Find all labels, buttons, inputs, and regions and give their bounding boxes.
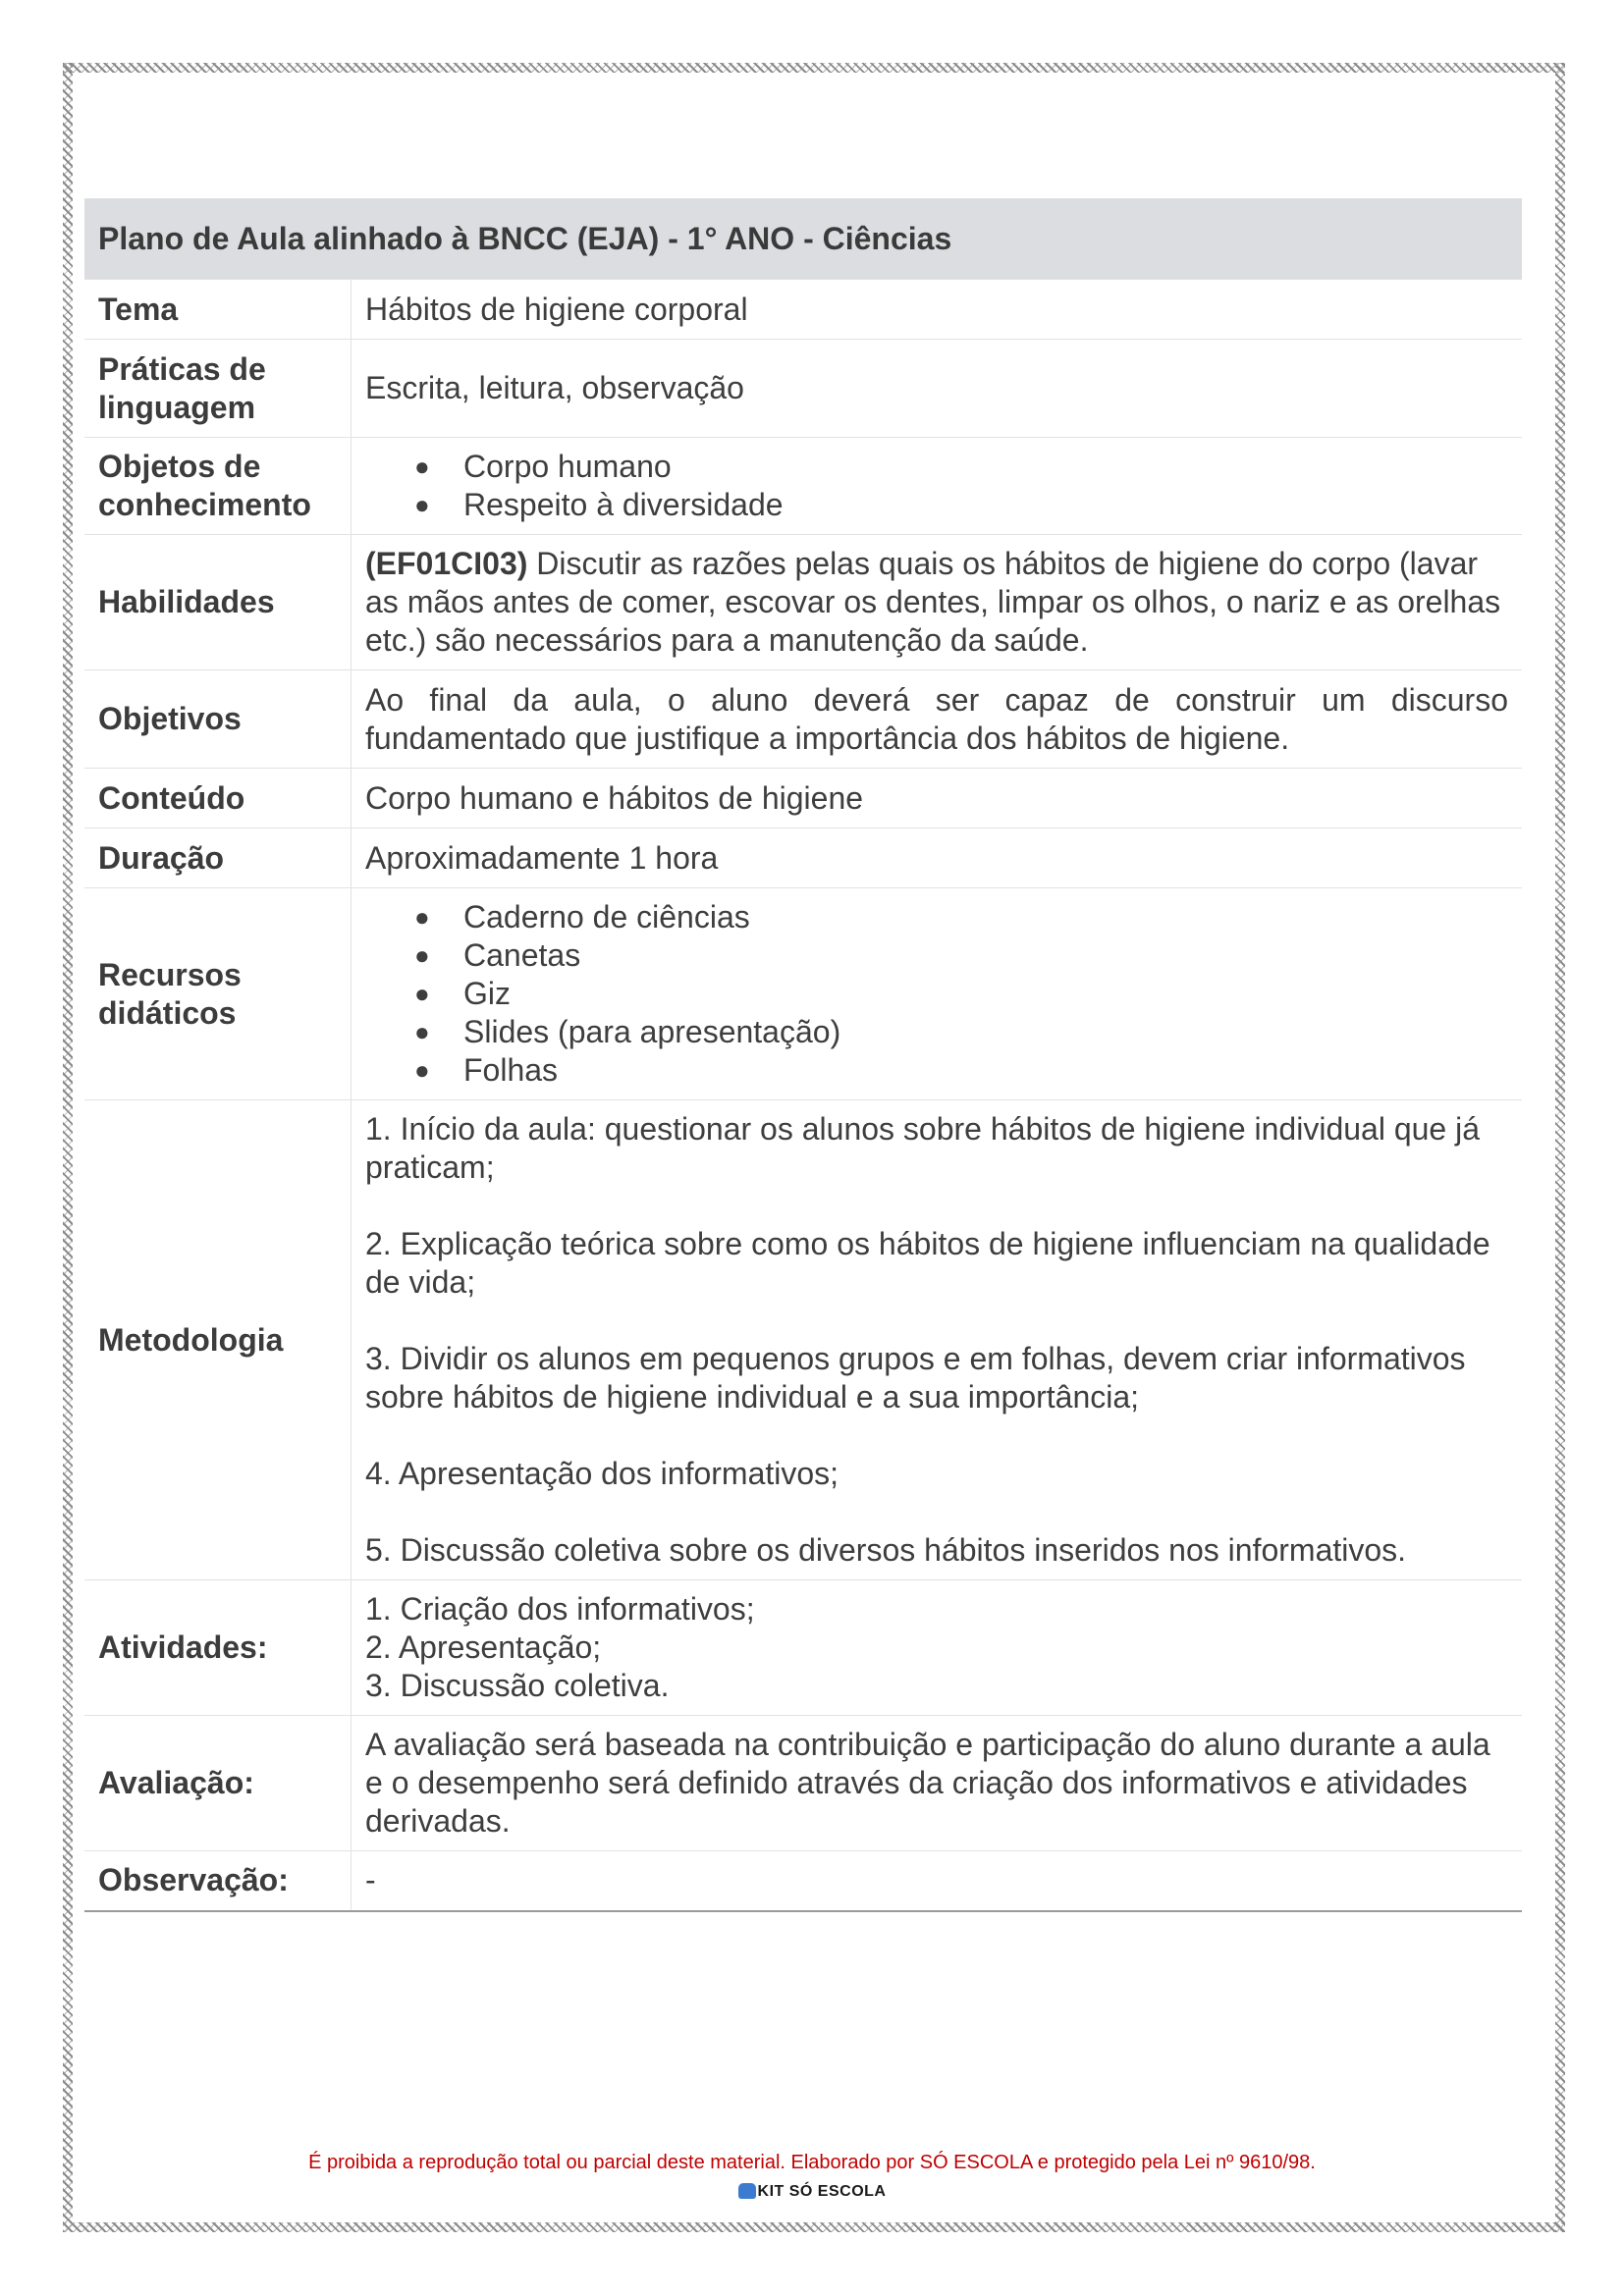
- logo-text: KIT SÓ ESCOLA: [757, 2183, 887, 2200]
- table-row: [84, 340, 1522, 438]
- row-label-avaliacao: Avaliação:: [84, 1716, 352, 1851]
- list-item: ● Caderno de ciências: [463, 898, 1508, 936]
- row-label-objetos: Objetos de conhecimento: [84, 438, 352, 535]
- table-row: [84, 280, 1522, 340]
- row-label-observacao: Observação:: [84, 1851, 352, 1911]
- row-value-conteudo: Corpo humano e hábitos de higiene: [352, 769, 1523, 828]
- methodology-step: 2. Explicação teórica sobre como os hábitos de higiene influenciam na qualidade de vida;: [365, 1226, 1490, 1300]
- methodology-step: 3. Dividir os alunos em pequenos grupos e em folhas, devem criar informativos sobre hábitos de higiene individual e a sua importância;: [365, 1341, 1466, 1415]
- table-row: [84, 438, 1522, 535]
- row-label-tema: Tema: [84, 280, 352, 340]
- row-value-metodologia: [352, 1100, 1523, 1580]
- list-item: ● Slides (para apresentação): [463, 1013, 1508, 1051]
- row-value-objetivos: Ao final da aula, o aluno deverá ser capaz de construir um discurso fundamentado que justifique a importância dos hábitos de higiene.: [352, 670, 1523, 769]
- list-item: ● Respeito à diversidade: [463, 486, 1508, 524]
- copyright-notice: É proibida a reprodução total ou parcial deste material. Elaborado por SÓ ESCOLA e protegido pela Lei nº 9610/98.: [308, 2152, 1316, 2173]
- activity-item: 3. Discussão coletiva.: [365, 1668, 670, 1703]
- table-row: [84, 1851, 1522, 1911]
- row-label-recursos: Recursos didáticos: [84, 888, 352, 1100]
- table-row: [84, 1716, 1522, 1851]
- row-value-duracao: Aproximadamente 1 hora: [352, 828, 1523, 888]
- table-row: [84, 828, 1522, 888]
- methodology-step: 4. Apresentação dos informativos;: [365, 1456, 839, 1491]
- table-row: [84, 535, 1522, 670]
- lesson-plan-table: [84, 198, 1522, 1912]
- list-item: ● Folhas: [463, 1051, 1508, 1090]
- table-header-row: [84, 198, 1522, 280]
- row-label-praticas: Práticas de linguagem: [84, 340, 352, 438]
- list-item: ● Giz: [463, 975, 1508, 1013]
- list-item: ● Canetas: [463, 936, 1508, 975]
- border-top: [63, 63, 1565, 73]
- kit-so-escola-logo: [0, 2183, 1624, 2201]
- row-value-praticas: Escrita, leitura, observação: [352, 340, 1523, 438]
- row-label-duracao: Duração: [84, 828, 352, 888]
- table-row: [84, 1580, 1522, 1716]
- border-left: [63, 63, 73, 2232]
- activity-item: 2. Apresentação;: [365, 1629, 602, 1665]
- table-row: [84, 670, 1522, 769]
- row-value-habilidades: [352, 535, 1523, 670]
- methodology-step: 1. Início da aula: questionar os alunos sobre hábitos de higiene individual que já praticam;: [365, 1111, 1481, 1185]
- row-label-metodologia: Metodologia: [84, 1100, 352, 1580]
- row-value-objetos: [352, 438, 1523, 535]
- table-title: Plano de Aula alinhado à BNCC (EJA) - 1° ANO - Ciências: [84, 198, 1522, 280]
- row-value-recursos: [352, 888, 1523, 1100]
- list-item: ● Corpo humano: [463, 448, 1508, 486]
- recursos-list: [365, 898, 1508, 1090]
- row-label-objetivos: Objetivos: [84, 670, 352, 769]
- row-value-atividades: [352, 1580, 1523, 1716]
- row-value-avaliacao: A avaliação será baseada na contribuição e participação do aluno durante a aula e o desempenho será definido através da criação dos informativos e atividades derivadas.: [352, 1716, 1523, 1851]
- table-row: [84, 1100, 1522, 1580]
- table-row: [84, 769, 1522, 828]
- row-value-tema: Hábitos de higiene corporal: [352, 280, 1523, 340]
- methodology-step: 5. Discussão coletiva sobre os diversos hábitos inseridos nos informativos.: [365, 1532, 1407, 1568]
- school-bus-icon: [738, 2183, 756, 2199]
- border-bottom: [63, 2222, 1565, 2232]
- border-right: [1555, 63, 1565, 2232]
- skill-code: (EF01CI03): [365, 546, 528, 581]
- row-label-atividades: Atividades:: [84, 1580, 352, 1716]
- row-label-habilidades: Habilidades: [84, 535, 352, 670]
- row-value-observacao: -: [352, 1851, 1523, 1911]
- activity-item: 1. Criação dos informativos;: [365, 1591, 755, 1627]
- row-label-conteudo: Conteúdo: [84, 769, 352, 828]
- table-row: [84, 888, 1522, 1100]
- objetos-list: [365, 448, 1508, 524]
- skill-description: Discutir as razões pelas quais os hábitos de higiene do corpo (lavar as mãos antes de comer, escovar os dentes, limpar os olhos, o nariz e as orelhas etc.) são necessários para a manutenção da saúde.: [365, 546, 1501, 658]
